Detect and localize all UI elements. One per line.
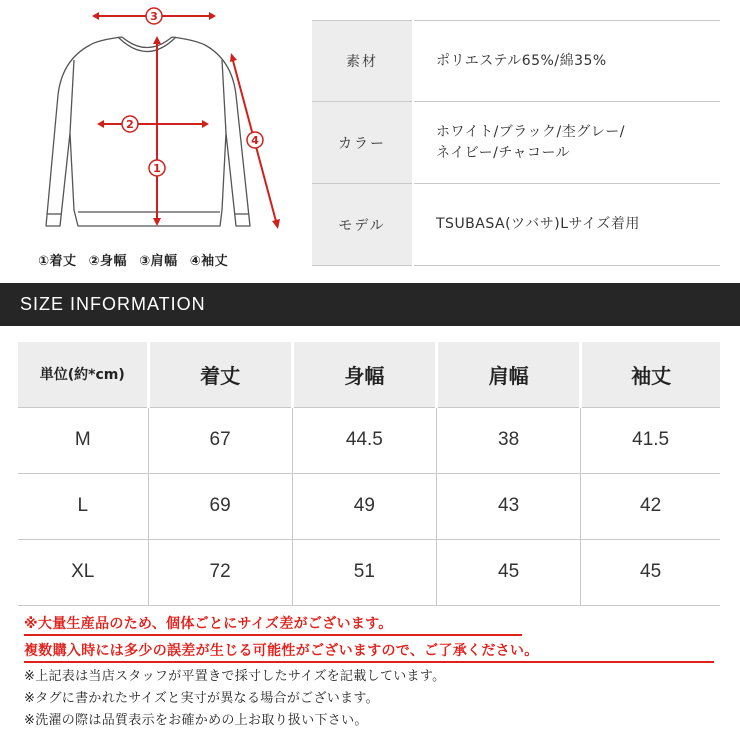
info-notes <box>24 666 445 732</box>
marker-length-label: 1 <box>153 162 161 175</box>
spec-label: モデル <box>312 184 413 266</box>
spec-row-material <box>312 21 720 102</box>
size-cell: 45 <box>581 539 720 605</box>
size-cell: 69 <box>148 473 292 539</box>
size-cell: 38 <box>437 407 581 473</box>
spec-value <box>413 184 720 266</box>
size-cell: 45 <box>437 539 581 605</box>
legend-shoulder: ③肩幅 <box>139 254 178 269</box>
spec-value-line: ホワイト/ブラック/杢グレー/ <box>436 123 625 140</box>
spec-table <box>312 20 720 266</box>
note-line: ※上記表は当店スタッフが平置きで採寸したサイズを記載しています。 <box>24 669 446 684</box>
size-cell: 43 <box>437 473 581 539</box>
measurement-legend <box>38 250 235 269</box>
unit-header: 単位(約*cm) <box>18 342 148 407</box>
spec-label: カラー <box>312 102 413 184</box>
garment-diagram <box>0 0 300 280</box>
spec-value <box>413 21 720 102</box>
size-info-banner <box>0 283 740 326</box>
length-header: 着丈 <box>148 342 292 407</box>
size-cell: 51 <box>292 539 436 605</box>
spec-value <box>413 102 720 184</box>
size-cell: 72 <box>148 539 292 605</box>
size-row-xl <box>18 539 720 605</box>
banner-title: SIZE INFORMATION <box>20 294 206 314</box>
size-row-l <box>18 473 720 539</box>
spec-value-line: TSUBASA(ツバサ)Lサイズ着用 <box>436 216 640 232</box>
shoulder-header: 肩幅 <box>437 342 581 407</box>
sleeve-header: 袖丈 <box>581 342 720 407</box>
spec-value-line: ネイビー/チャコール <box>436 144 571 161</box>
note-line: ※洗濯の際は品質表示をお確かめの上お取り扱い下さい。 <box>24 713 368 728</box>
size-cell: 42 <box>581 473 720 539</box>
size-label: XL <box>18 539 148 605</box>
note-line: ※タグに書かれたサイズと実寸が異なる場合がございます。 <box>24 691 379 706</box>
size-row-m <box>18 407 720 473</box>
marker-width-label: 2 <box>126 118 134 131</box>
size-table-header <box>18 342 720 407</box>
size-table <box>18 342 720 606</box>
spec-label: 素材 <box>312 21 413 102</box>
size-cell: 44.5 <box>292 407 436 473</box>
legend-length: ①着丈 <box>38 254 77 269</box>
sweatshirt-illustration <box>0 0 300 250</box>
spec-row-color <box>312 102 720 184</box>
legend-sleeve: ④袖丈 <box>189 254 229 269</box>
size-cell: 49 <box>292 473 436 539</box>
size-cell: 67 <box>148 407 292 473</box>
width-header: 身幅 <box>292 342 436 407</box>
size-label: L <box>18 473 148 539</box>
legend-width: ②身幅 <box>88 254 128 269</box>
warning-notes <box>24 613 714 663</box>
size-label: M <box>18 407 148 473</box>
marker-sleeve-label: 4 <box>251 134 259 147</box>
warning-line: 複数購入時には多少の誤差が生じる可能性がございますので、ご了承ください。 <box>24 640 714 663</box>
warning-line: ※大量生産品のため、個体ごとにサイズ差がございます。 <box>24 613 522 636</box>
spec-value-line: ポリエステル65%/綿35% <box>436 52 607 69</box>
spec-row-model <box>312 184 720 266</box>
marker-shoulder-label: 3 <box>150 10 158 23</box>
size-cell: 41.5 <box>581 407 720 473</box>
